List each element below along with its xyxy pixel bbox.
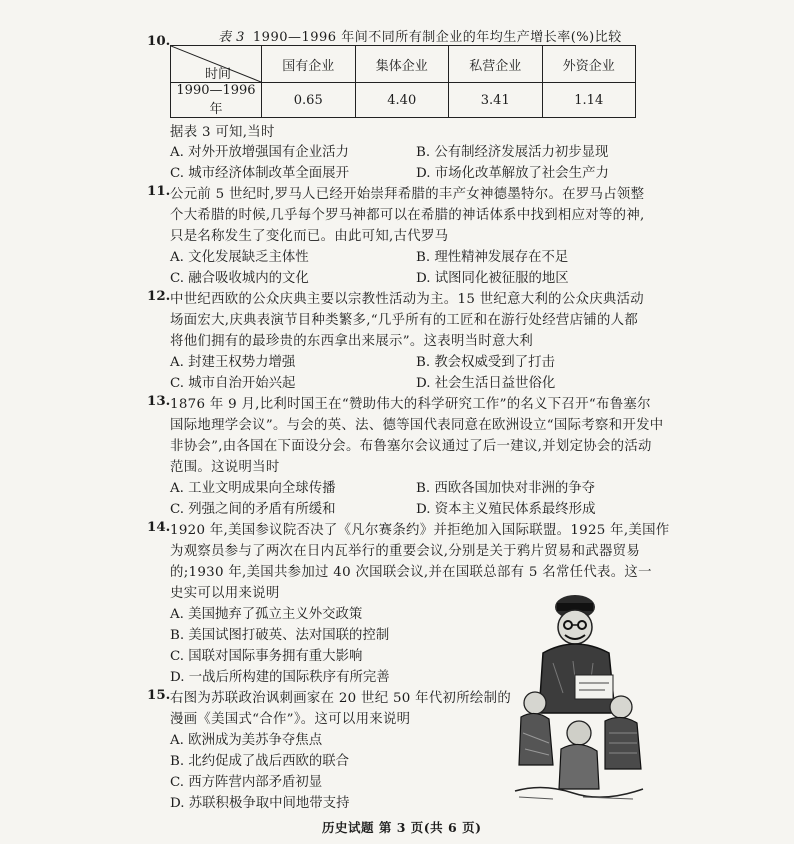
- q15-option-d[interactable]: D. 苏联积极争取中间地带支持: [170, 796, 350, 811]
- q14-line-1: 1920 年,美国参议院否决了《凡尔赛条约》并拒绝加入国际联盟。1925 年,美国作: [170, 523, 670, 538]
- q14-line-3: 的;1930 年,美国共参加过 40 次国联会议,并在国联总部有 5 名常任代表。这一: [170, 565, 652, 580]
- q13-line-2: 国际地理学会议”。与会的英、法、德等国代表同意在欧洲设立“国际考察和开发中: [170, 418, 664, 433]
- q15-option-b[interactable]: B. 北约促成了战后西欧的联合: [170, 754, 350, 769]
- table-header-row: [171, 46, 636, 83]
- q12-option-a[interactable]: A. 封建王权势力增强: [170, 355, 296, 370]
- q10-stem: 据表 3 可知,当时: [170, 125, 275, 140]
- table-row: [171, 83, 636, 118]
- q10-option-d[interactable]: D. 市场化改革解放了社会生产力: [416, 166, 609, 181]
- q12-option-b[interactable]: B. 教会权威受到了打击: [416, 355, 555, 370]
- cell-collective: 4.40: [355, 83, 449, 118]
- q13-option-b[interactable]: B. 西欧各国加快对非洲的争夺: [416, 481, 596, 496]
- q11-option-c[interactable]: C. 融合吸收城内的文化: [170, 271, 309, 286]
- cell-state: 0.65: [262, 83, 356, 118]
- q13-option-d[interactable]: D. 资本主义殖民体系最终形成: [416, 502, 596, 517]
- q12-number: 12.: [147, 288, 171, 304]
- table-tag: 表 3: [218, 30, 245, 45]
- table-header-state: 国有企业: [262, 46, 356, 83]
- cell-foreign: 1.14: [542, 83, 636, 118]
- q13-line-1: 1876 年 9 月,比利时国王在“赞助伟大的科学研究工作”的名义下召开“布鲁塞尔: [170, 397, 651, 412]
- q15-option-a[interactable]: A. 欧洲成为美苏争夺焦点: [170, 733, 323, 748]
- q11-option-b[interactable]: B. 理性精神发展存在不足: [416, 250, 569, 265]
- q11-line-3: 只是名称发生了变化而已。由此可知,古代罗马: [170, 229, 449, 244]
- row-label: 1990—1996 年: [171, 83, 262, 118]
- table-caption: [218, 26, 622, 45]
- q11-line-2: 个大希腊的时候,几乎每个罗马神都可以在希腊的神话体系中找到相应对等的神,: [170, 208, 645, 223]
- q11-option-a[interactable]: A. 文化发展缺乏主体性: [170, 250, 309, 265]
- table-title: 1990—1996 年间不同所有制企业的年均生产增长率(%)比较: [252, 30, 622, 45]
- growth-rate-table: [170, 45, 636, 118]
- table-header-time: [171, 46, 262, 83]
- q15-option-c[interactable]: C. 西方阵营内部矛盾初显: [170, 775, 323, 790]
- q12-option-d[interactable]: D. 社会生活日益世俗化: [416, 376, 556, 391]
- q10-option-c[interactable]: C. 城市经济体制改革全面展开: [170, 166, 349, 181]
- q12-line-1: 中世纪西欧的公众庆典主要以宗教性活动为主。15 世纪意大利的公众庆典活动: [170, 292, 644, 307]
- q14-option-b[interactable]: B. 美国试图打破英、法对国联的控制: [170, 628, 390, 643]
- q14-line-4: 史实可以用来说明: [170, 586, 280, 601]
- header-time-label: 时间: [205, 67, 232, 82]
- q10-option-b[interactable]: B. 公有制经济发展活力初步显现: [416, 145, 609, 160]
- cell-private: 3.41: [449, 83, 543, 118]
- q12-line-2: 场面宏大,庆典表演节目种类繁多,“几乎所有的工匠和在游行处经营店铺的人都: [170, 313, 639, 328]
- q11-option-d[interactable]: D. 试图同化被征服的地区: [416, 271, 569, 286]
- q14-option-d[interactable]: D. 一战后所构建的国际秩序有所完善: [170, 670, 390, 685]
- q15-number: 15.: [147, 687, 171, 703]
- q14-option-c[interactable]: C. 国联对国际事务拥有重大影响: [170, 649, 363, 664]
- political-cartoon-image: [513, 583, 645, 803]
- q10-option-a[interactable]: A. 对外开放增强国有企业活力: [170, 145, 349, 160]
- q14-number: 14.: [147, 519, 171, 535]
- q13-line-4: 范围。这说明当时: [170, 460, 280, 475]
- q13-number: 13.: [147, 393, 171, 409]
- q15-line-2: 漫画《美国式“合作”》。这可以用来说明: [170, 712, 411, 727]
- q12-line-3: 将他们拥有的最珍贵的东西拿出来展示”。这表明当时意大利: [170, 334, 534, 349]
- q13-option-a[interactable]: A. 工业文明成果向全球传播: [170, 481, 336, 496]
- page-footer: 历史试题 第 3 页(共 6 页): [322, 820, 482, 835]
- q13-option-c[interactable]: C. 列强之间的矛盾有所缓和: [170, 502, 336, 517]
- q11-line-1: 公元前 5 世纪时,罗马人已经开始崇拜希腊的丰产女神德墨特尔。在罗马占领整: [170, 187, 645, 202]
- q13-line-3: 非协会”,由各国在下面设分会。布鲁塞尔会议通过了后一建议,并划定协会的活动: [170, 439, 652, 454]
- q12-option-c[interactable]: C. 城市自治开始兴起: [170, 376, 296, 391]
- q15-line-1: 右图为苏联政治讽刺画家在 20 世纪 50 年代初所绘制的: [170, 691, 512, 706]
- table-header-private: 私营企业: [449, 46, 543, 83]
- q14-option-a[interactable]: A. 美国抛弃了孤立主义外交政策: [170, 607, 363, 622]
- q14-line-2: 为观察员参与了两次在日内瓦举行的重要会议,分别是关于鸦片贸易和武器贸易: [170, 544, 641, 559]
- q10-number: 10.: [147, 33, 171, 49]
- table-header-collective: 集体企业: [355, 46, 449, 83]
- table-header-foreign: 外资企业: [542, 46, 636, 83]
- q11-number: 11.: [147, 183, 171, 199]
